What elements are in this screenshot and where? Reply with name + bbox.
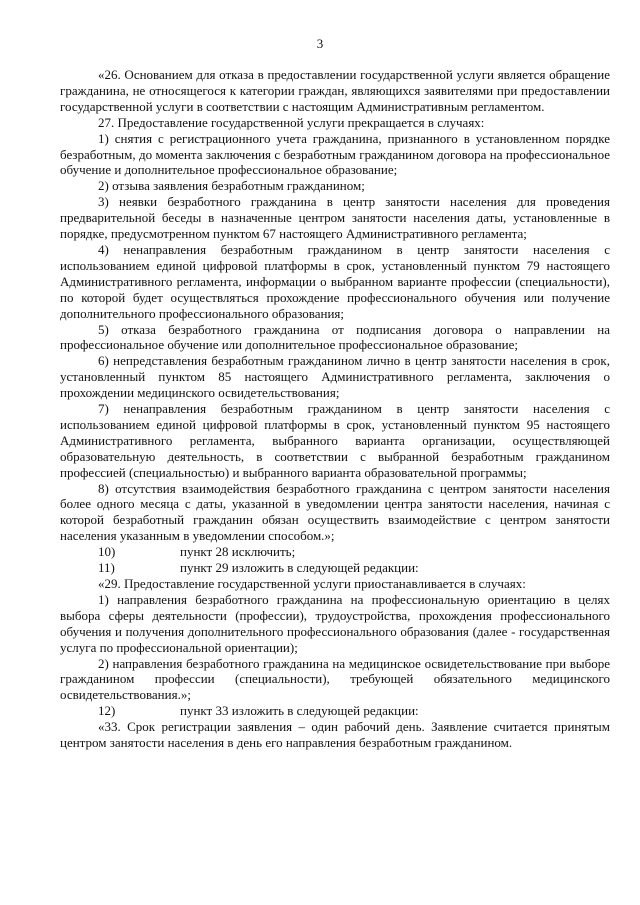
amendment-item-12 [60, 703, 610, 719]
amendment-number: 10) [98, 544, 116, 560]
amendment-text: пункт 29 изложить в следующей редакции: [180, 560, 419, 576]
page-number: 3 [316, 36, 324, 51]
paragraph-item-27: 27. Предоставление государственной услуги прекращается в случаях: [98, 114, 485, 130]
amendment-item-11 [60, 560, 610, 576]
list-item-5: 5) отказа безработного гражданина от подписания договора о направлении на профессиональное обучение или дополнительное профессиональное образование; [60, 321, 610, 353]
paragraph-item-33: «33. Срок регистрации заявления – один рабочий день. Заявление считается принятым центром занятости населения в день его направления безработным гражданином. [60, 719, 610, 751]
paragraph-item-26: «26. Основанием для отказа в предоставлении государственной услуги является обращение гражданина, не относящегося к категории граждан, являющихся заявителями при предоставлении государственной услуги в соответствии с настоящим Административным регламентом. [60, 67, 610, 114]
document-body [60, 67, 610, 751]
list-item-2: 2) отзыва заявления безработным гражданином; [98, 178, 365, 194]
list-item-7: 7) ненаправления безработным гражданином в центр занятости населения с использованием единой цифровой платформы в срок, установленный пунктом 95 настоящего Административного регламента, выбранного варианта организации, осуществляющей образовательную деятельность, в соответствии с выбранной безработным гражданином профессией (специальностью) и выбранного варианта образовательной программы; [60, 401, 610, 480]
paragraph-item-29: «29. Предоставление государственной услуги приостанавливается в случаях: [98, 576, 526, 591]
amendment-text: пункт 33 изложить в следующей редакции: [180, 703, 419, 719]
amendment-number: 12) [98, 703, 116, 719]
list-item-8: 8) отсутствия взаимодействия безработного гражданина с центром занятости населения более одного месяца с даты, указанной в уведомлении центра занятости населения, начиная с которой безработный гражданин обязан осуществить взаимодействие с центром занятости населения указанным в уведомлении способом.»; [60, 480, 610, 544]
list-item-6: 6) непредставления безработным гражданином лично в центр занятости населения в срок, установленный пунктом 85 настоящего Административного регламента, заключения о прохождении медицинского освидетельствования; [60, 353, 610, 401]
list-item-4: 4) ненаправления безработным гражданином в центр занятости населения с использованием единой цифровой платформы в срок, установленный пунктом 79 настоящего Административного регламента, информации о выбранном варианте профессии (специальности), по которой будет осуществляться прохождение профессионального обучения или получение дополнительного профессионального образования; [60, 241, 610, 321]
suspension-item-2: 2) направления безработного гражданина на медицинское освидетельствование при выборе гражданином профессии (специальности), требующей обязательного медицинского освидетельствования.»; [60, 655, 610, 703]
list-item-1: 1) снятия с регистрационного учета гражданина, признанного в установленном порядке безработным, до момента заключения с безработным гражданином договора на профессиональное обучение и дополнительное профессиональное образование; [60, 130, 610, 178]
list-item-3: 3) неявки безработного гражданина в центр занятости населения для проведения предварительной беседы в назначенные центром занятости населения даты, установленные в порядке, предусмотренном пунктом 67 настоящего Административного регламента; [60, 194, 610, 242]
amendment-number: 11) [98, 560, 115, 576]
amendment-text: пункт 28 исключить; [180, 544, 296, 560]
suspension-item-1: 1) направления безработного гражданина на профессиональную ориентацию в целях выбора сферы деятельности (профессии), трудоустройства, прохождения профессионального обучения и получения дополнительного профессионального образования (далее - государственная услуга по профессиональной ориентации); [60, 591, 610, 655]
amendment-item-10 [60, 544, 610, 560]
